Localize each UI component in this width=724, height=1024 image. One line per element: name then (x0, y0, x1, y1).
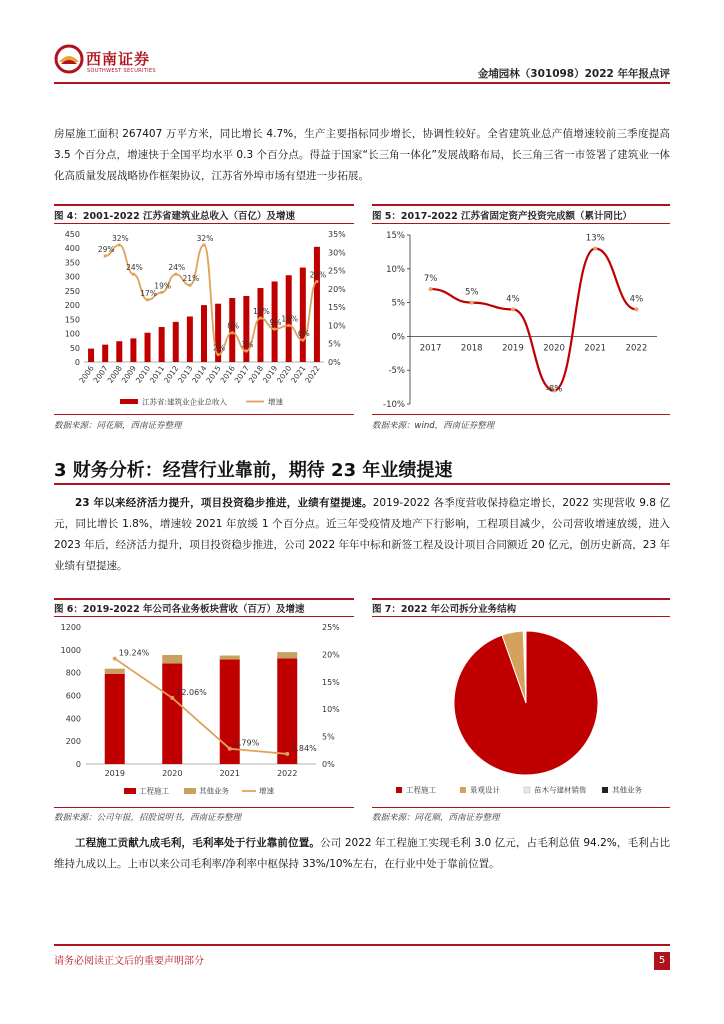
bar (145, 333, 151, 362)
y-tick-label: 15% (386, 231, 405, 241)
right-tick-label: 30% (328, 248, 346, 258)
x-tick-label: 2010 (133, 363, 153, 385)
x-tick-label: 2021 (289, 363, 308, 385)
bar (173, 322, 179, 362)
growth-data-label: 9% (269, 318, 282, 328)
growth-point (231, 331, 234, 334)
x-tick-label: 2006 (77, 363, 96, 385)
data-label: 13% (585, 233, 605, 244)
footer-notice: 请务必阅读正文后的重要声明部分 (54, 956, 204, 967)
right-tick-label: 25% (328, 266, 346, 276)
right-tick-label: 35% (328, 230, 346, 239)
growth-data-label: 24% (126, 263, 143, 273)
y-tick-label: -5% (388, 366, 405, 377)
right-tick-label: 25% (322, 623, 340, 632)
growth-point (315, 280, 318, 283)
growth-data-label: 32% (196, 233, 214, 243)
fig6-source: 数据来源：公司年报，招股说明书，西南证券整理 (54, 813, 242, 823)
fig5-title: 图 5：2017-2022 江苏省固定资产投资完成额（累计同比） (372, 211, 633, 222)
left-tick-label: 50 (69, 343, 80, 353)
fig5-chart (372, 226, 670, 412)
section3-body: 2019-2022 各季度营收保持稳定增长，2022 实现营收 9.8 亿元，同比增长 1.8%，增速较 2021 年放缓 1 个百分点。近三年受疫情及地产下行影响，工程项目减少，公司营收增速放缓，进入 2023 年后，经济活力提升，项目投资稳步推进，公司 2022 年年中标和新签工程及设计项目合同额近 20 亿元，创历史新高，23 年业绩有望提速。 (54, 497, 670, 572)
growth-point (188, 284, 191, 287)
bar (102, 345, 108, 362)
x-tick-label: 2019 (502, 343, 524, 354)
data-label: -8% (545, 384, 563, 395)
growth-point (285, 752, 289, 756)
legend-swatch (524, 787, 530, 793)
legend-bar-label: 江苏省:建筑业企业总收入 (142, 397, 228, 407)
legend-label-growth: 增速 (259, 786, 274, 796)
left-tick-label: 150 (64, 315, 80, 325)
left-tick-label: 0 (75, 760, 81, 769)
growth-point (104, 254, 107, 257)
growth-data-label: 22% (309, 270, 327, 280)
growth-point (217, 353, 220, 356)
fig7-top-rule (372, 598, 670, 600)
bar (201, 305, 207, 362)
growth-point (132, 273, 135, 276)
growth-data-label: 29% (97, 244, 115, 254)
logo-text: 西南证券 (86, 50, 151, 68)
x-tick-label: 2021 (219, 769, 240, 778)
x-tick-label: 2019 (260, 363, 280, 385)
growth-data-label: 8% (227, 321, 240, 331)
growth-point (113, 657, 117, 661)
x-tick-label: 2014 (190, 363, 209, 385)
data-label: 7% (423, 274, 438, 285)
right-tick-label: 5% (322, 732, 335, 742)
fig4-title: 图 4：2001-2022 江苏省建筑业总收入（百亿）及增速 (54, 211, 296, 222)
left-tick-label: 300 (64, 272, 80, 282)
growth-point (170, 696, 174, 700)
bar-other (162, 655, 182, 664)
y-tick-label: 10% (386, 264, 405, 275)
legend-label-engineering: 工程施工 (139, 786, 169, 796)
left-tick-label: 1000 (60, 645, 81, 655)
x-tick-label: 2022 (625, 343, 648, 354)
right-tick-label: 20% (322, 650, 340, 660)
growth-point (259, 317, 262, 320)
growth-data-label: 2% (213, 343, 226, 353)
intro-paragraph: 房屋施工面积 267407 万平方米，同比增长 4.7%，生产主要指标同步增长，协调性较好。全省建筑业总产值增速较前三季度提高 3.5 个百分点，增速快于全国平均水平 0.3 个百分点。得益于国家“长三角一体化”发展战略布局，长三角三省一市签署了建筑业一体化高质量发展战略协作框架协议，江苏省外埠市场有望进一步拓展。 (54, 128, 670, 182)
fig5-bottom-rule (372, 414, 670, 415)
left-tick-label: 200 (65, 737, 81, 747)
legend-label-other: 其他业务 (199, 786, 229, 796)
growth-data-label: 6% (297, 329, 310, 339)
bar (130, 338, 136, 362)
x-tick-label: 2020 (162, 769, 183, 778)
fig6-title: 图 6：2019-2022 年公司各业务板块营收（百万）及增速 (54, 604, 305, 615)
legend-swatch (460, 787, 466, 793)
bar-other (105, 669, 125, 674)
fig6-title-rule (54, 616, 354, 617)
left-tick-label: 450 (64, 230, 80, 239)
x-tick-label: 2022 (303, 363, 322, 385)
report-title: 金埔园林（301098）2022 年年报点评 (477, 68, 670, 80)
x-tick-label: 2016 (218, 363, 237, 385)
y-tick-label: -10% (383, 400, 405, 410)
bar-engineering (105, 674, 125, 764)
fig5-top-rule (372, 204, 670, 206)
fig5-source: 数据来源：wind，西南证券整理 (372, 421, 495, 431)
growth-data-label: 32% (111, 233, 129, 243)
right-tick-label: 20% (328, 284, 346, 294)
growth-point (301, 338, 304, 341)
bar-other (277, 652, 297, 658)
fig7-title-rule (372, 616, 670, 617)
bar (88, 349, 94, 362)
growth-data-label: 19% (154, 281, 171, 291)
y-tick-label: 0% (391, 332, 405, 343)
growth-data-label: 10% (281, 314, 299, 324)
x-tick-label: 2013 (176, 363, 195, 385)
fig6-top-rule (54, 598, 354, 600)
right-tick-label: 5% (328, 339, 341, 349)
right-tick-label: 15% (322, 677, 340, 687)
section-title: 3 财务分析：经营行业靠前，期待 23 年业绩提速 (54, 460, 453, 481)
x-tick-label: 2017 (232, 363, 251, 385)
data-point (470, 301, 474, 305)
x-tick-label: 2021 (584, 343, 607, 354)
legend-label: 工程施工 (406, 785, 436, 795)
data-point (634, 307, 638, 311)
bar (187, 316, 193, 362)
legend-swatch (602, 787, 608, 793)
x-tick-label: 2018 (246, 363, 266, 385)
left-tick-label: 250 (64, 286, 80, 296)
growth-point (118, 243, 121, 246)
left-tick-label: 1200 (60, 623, 81, 632)
right-tick-label: 0% (322, 760, 335, 769)
legend-swatch-other (184, 788, 196, 794)
bar (314, 247, 320, 362)
growth-line (105, 245, 317, 355)
data-label: 4% (506, 294, 520, 305)
data-point (511, 307, 515, 311)
fig7-bottom-rule (372, 807, 670, 808)
right-tick-label: 0% (328, 358, 341, 367)
bar-other (220, 656, 240, 660)
section-rule (54, 483, 670, 485)
data-point (429, 287, 433, 291)
x-tick-label: 2017 (419, 343, 442, 354)
data-point (593, 247, 597, 251)
x-tick-label: 2008 (105, 363, 124, 385)
x-tick-label: 2007 (91, 363, 110, 385)
right-tick-label: 10% (328, 321, 346, 331)
growth-data-label: 1.84% (291, 743, 317, 753)
fig6-chart (54, 619, 354, 805)
growth-data-label: 3% (241, 340, 254, 350)
x-tick-label: 2018 (460, 343, 483, 354)
footer-rule (54, 944, 670, 946)
growth-data-label: 19.24% (118, 648, 150, 658)
fig4-bottom-rule (54, 414, 354, 415)
growth-point (160, 291, 163, 294)
bar (116, 341, 122, 362)
left-tick-label: 400 (64, 244, 80, 254)
growth-point (146, 298, 149, 301)
legend-label: 苗木与建材销售 (534, 785, 587, 795)
left-tick-label: 800 (65, 668, 81, 678)
y-tick-label: 5% (391, 298, 405, 309)
left-tick-label: 400 (65, 714, 81, 724)
fig7-source: 数据来源：同花顺，西南证券整理 (372, 813, 500, 823)
data-label: 4% (629, 294, 644, 305)
fig4-source: 数据来源：同花顺，西南证券整理 (54, 421, 182, 431)
left-tick-label: 600 (65, 691, 81, 701)
left-tick-label: 200 (64, 301, 80, 311)
bar (159, 327, 165, 362)
x-tick-label: 2012 (162, 363, 181, 385)
growth-data-label: 21% (182, 274, 200, 284)
fig7-title: 图 7：2022 年公司拆分业务结构 (372, 604, 517, 615)
growth-data-label: 12% (253, 307, 270, 317)
legend-label: 其他业务 (612, 785, 642, 795)
left-tick-label: 0 (74, 358, 80, 367)
legend-label: 景观设计 (470, 785, 500, 795)
growth-point (245, 349, 248, 352)
fig4-top-rule (54, 204, 354, 206)
logo-subtext: SOUTHWEST SECURITIES (87, 68, 156, 74)
bar-engineering (162, 664, 182, 764)
left-tick-label: 100 (64, 329, 80, 339)
fig6-bottom-rule (54, 807, 354, 808)
header-rule (54, 82, 670, 84)
growth-data-label: 2.79% (233, 738, 260, 748)
closing-paragraph (54, 833, 670, 875)
data-label: 5% (465, 287, 479, 298)
fig4-title-rule (54, 223, 354, 224)
x-tick-label: 2009 (119, 363, 139, 385)
page-number: 5 (654, 952, 670, 970)
growth-data-label: 12.06% (176, 687, 207, 697)
legend-swatch (396, 787, 402, 793)
section3-paragraph (54, 493, 670, 577)
growth-point (174, 273, 177, 276)
legend-bar-swatch (120, 399, 138, 404)
x-tick-label: 2011 (147, 363, 167, 385)
left-tick-label: 350 (64, 258, 80, 268)
fig5-title-rule (372, 223, 670, 224)
series-line (431, 249, 637, 391)
bar (300, 268, 306, 362)
growth-point (228, 747, 232, 751)
x-tick-label: 2020 (543, 343, 565, 354)
growth-point (202, 243, 205, 246)
growth-point (273, 327, 276, 330)
x-tick-label: 2020 (275, 363, 294, 385)
growth-line (115, 659, 288, 754)
legend-swatch-engineering (124, 788, 136, 794)
growth-data-label: 24% (168, 263, 186, 273)
closing-body: 公司 2022 年工程施工实现毛利 3.0 亿元，占毛利总值 94.2%，毛利占比维持九成以上。上市以来公司毛利率/净利率中枢保持 33%/10%左右，在行业中处于靠前位置。 (54, 837, 671, 870)
x-tick-label: 2015 (204, 363, 223, 385)
fig7-chart (372, 619, 670, 805)
growth-data-label: 17% (140, 288, 157, 298)
closing-lead: 工程施工贡献九成毛利，毛利率处于行业靠前位置。 (75, 837, 321, 849)
right-tick-label: 15% (328, 303, 346, 313)
bar (257, 288, 263, 362)
section3-lead: 23 年以来经济活力提升，项目投资稳步推进，业绩有望提速。 (75, 497, 373, 509)
growth-point (287, 324, 290, 327)
right-tick-label: 10% (322, 705, 340, 715)
x-tick-label: 2022 (277, 769, 298, 778)
legend-line-label: 增速 (268, 397, 283, 407)
fig4-chart (54, 226, 354, 412)
x-tick-label: 2019 (104, 769, 125, 778)
logo-icon (54, 44, 84, 74)
